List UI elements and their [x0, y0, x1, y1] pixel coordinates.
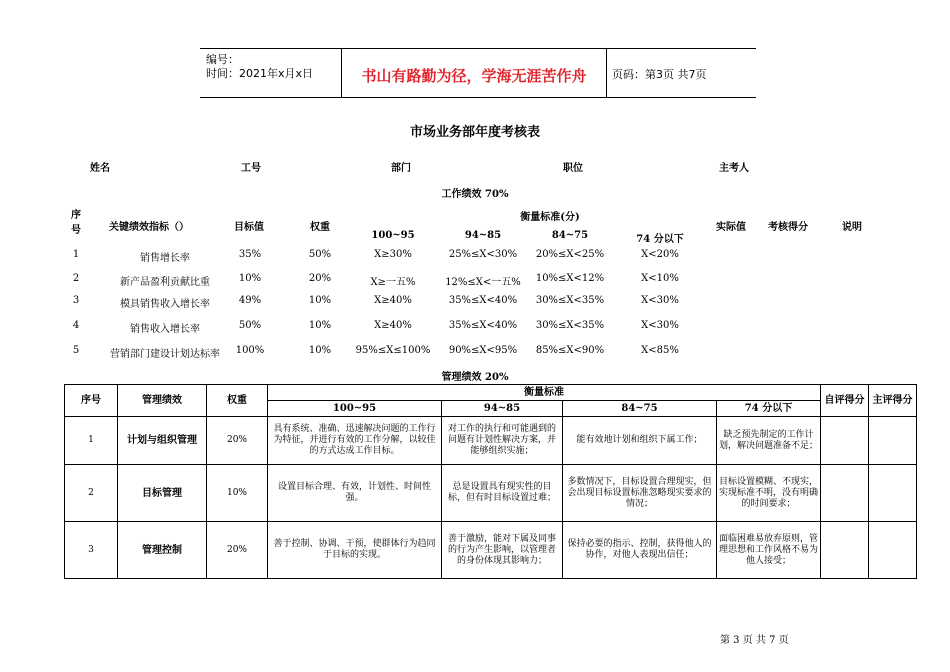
- mgmt-table: [64, 384, 917, 579]
- work-row-kpi: 销售增长率: [140, 253, 190, 264]
- page-title: 市场业务部年度考核表: [409, 125, 540, 140]
- work-row-weight: 50%: [308, 249, 332, 260]
- work-row-target: 35%: [238, 249, 262, 260]
- mgmt-row-boss-score[interactable]: [869, 465, 917, 522]
- work-row-kpi: 销售收入增长率: [130, 324, 200, 335]
- work-col-score: 考核得分: [768, 222, 808, 233]
- page-header: [200, 48, 756, 98]
- table-row: [65, 522, 917, 579]
- table-row: [65, 417, 917, 465]
- mgmt-col-seq: 序号: [65, 385, 118, 417]
- mgmt-row-grade-4: 缺乏预先制定的工作计划，解决问题准备不足；: [717, 417, 821, 465]
- work-section-title: 工作绩效 70%: [441, 189, 509, 200]
- mgmt-row-self-score[interactable]: [821, 417, 869, 465]
- header-divider: [341, 49, 342, 97]
- work-col-target: 目标值: [234, 222, 264, 233]
- work-row-grade-3: 30%≤X<35%: [535, 295, 605, 306]
- work-grade-1: 100~95: [371, 230, 415, 241]
- mgmt-row-weight: 20%: [207, 417, 268, 465]
- mgmt-col-boss: 主评得分: [869, 385, 917, 417]
- mgmt-row-grade-1: 具有系统、准确、迅速解决问题的工作行为特征，并进行有效的工作分解，以较佳的方式达成工作目标。: [268, 417, 442, 465]
- work-row-kpi: 营销部门建设计划达标率: [110, 349, 220, 360]
- work-row-grade-4: X<20%: [641, 249, 679, 260]
- doc-time-label: 时间：2021年x月x日: [206, 67, 314, 80]
- work-row-no: 2: [72, 273, 80, 284]
- work-row-grade-1: X≥40%: [374, 295, 412, 306]
- work-col-seq: 序号: [71, 210, 81, 236]
- mgmt-row-grade-3: 多数情况下，目标设置合理现实，但会出现目标设置标准忽略现实要求的情况；: [563, 465, 717, 522]
- mgmt-grade-4: 74 分以下: [717, 401, 821, 417]
- mgmt-row-boss-score[interactable]: [869, 522, 917, 579]
- mgmt-grade-2: 94~85: [442, 401, 563, 417]
- label-position: 职位: [563, 163, 583, 174]
- mgmt-row-grade-1: 设置目标合理、有效，计划性、时间性强。: [268, 465, 442, 522]
- work-row-no: 5: [72, 345, 80, 356]
- mgmt-row-weight: 10%: [207, 465, 268, 522]
- work-row-grade-2: 25%≤X<30%: [448, 249, 518, 260]
- mgmt-row-no: 1: [65, 417, 118, 465]
- mgmt-row-grade-1: 善于控制、协调、干预，使群体行为趋同于目标的实现。: [268, 522, 442, 579]
- mgmt-col-weight: 权重: [207, 385, 268, 417]
- work-col-actual: 实际值: [716, 222, 746, 233]
- mgmt-col-item: 管理绩效: [118, 385, 207, 417]
- work-col-standard: 衡量标准(分): [520, 212, 580, 223]
- doc-number-label: 编号：: [206, 53, 239, 66]
- mgmt-row-grade-4: 面临困难易放弃原则，管理思想和工作风格不易为他人接受；: [717, 522, 821, 579]
- mgmt-row-self-score[interactable]: [821, 522, 869, 579]
- mgmt-row-grade-2: 总是设置具有现实性的目标，但有时目标设置过难；: [442, 465, 563, 522]
- mgmt-col-standard: 衡量标准: [268, 385, 821, 401]
- mgmt-row-grade-2: 对工作的执行和可能遇到的问题有计划性解决方案，并能够组织实施；: [442, 417, 563, 465]
- work-row-target: 50%: [238, 320, 262, 331]
- work-row-no: 1: [72, 249, 80, 260]
- work-row-kpi: 新产品盈利贡献比重: [120, 277, 210, 288]
- mgmt-row-boss-score[interactable]: [869, 417, 917, 465]
- work-row-grade-1: X≥30%: [374, 249, 412, 260]
- mgmt-grade-3: 84~75: [563, 401, 717, 417]
- mgmt-row-grade-4: 目标设置模糊、不现实，实现标准不明，没有明确的时间要求；: [717, 465, 821, 522]
- work-row-grade-3: 85%≤X<90%: [535, 345, 605, 356]
- work-row-grade-1: X≥一五%: [370, 277, 416, 288]
- work-row-grade-2: 35%≤X<40%: [448, 295, 518, 306]
- mgmt-col-self: 自评得分: [821, 385, 869, 417]
- header-motto: 书山有路勤为径，学海无涯苦作舟: [361, 67, 587, 85]
- work-row-weight: 10%: [308, 320, 332, 331]
- mgmt-row-item: 目标管理: [118, 465, 207, 522]
- label-employee-id: 工号: [241, 163, 261, 174]
- work-row-grade-4: X<85%: [641, 345, 679, 356]
- work-grade-3: 84~75: [551, 230, 589, 241]
- work-row-grade-4: X<10%: [641, 273, 679, 284]
- work-row-target: 49%: [238, 295, 262, 306]
- mgmt-row-item: 计划与组织管理: [118, 417, 207, 465]
- mgmt-row-no: 2: [65, 465, 118, 522]
- mgmt-row-no: 3: [65, 522, 118, 579]
- mgmt-row-weight: 20%: [207, 522, 268, 579]
- label-name: 姓名: [90, 163, 110, 174]
- work-row-no: 3: [72, 295, 80, 306]
- work-row-grade-2: 90%≤X<95%: [448, 345, 518, 356]
- header-divider: [606, 49, 607, 97]
- work-col-kpi: 关键绩效指标（）: [109, 222, 189, 233]
- work-col-weight: 权重: [310, 222, 330, 233]
- work-row-no: 4: [72, 320, 80, 331]
- work-row-grade-4: X<30%: [641, 320, 679, 331]
- work-col-note: 说明: [842, 222, 862, 233]
- work-row-target: 10%: [238, 273, 262, 284]
- work-row-weight: 10%: [308, 345, 332, 356]
- header-page-number: 页码：第3页 共7页: [612, 68, 707, 81]
- work-grade-4: 74 分以下: [636, 234, 684, 245]
- work-row-grade-2: 12%≤X<一五%: [445, 277, 521, 288]
- work-row-weight: 10%: [308, 295, 332, 306]
- mgmt-grade-1: 100~95: [268, 401, 442, 417]
- table-row: [65, 465, 917, 522]
- mgmt-row-grade-3: 保持必要的指示、控制，获得他人的协作，对他人表现出信任；: [563, 522, 717, 579]
- work-row-grade-3: 20%≤X<25%: [535, 249, 605, 260]
- work-row-grade-3: 10%≤X<12%: [535, 273, 605, 284]
- mgmt-row-grade-2: 善于激励，能对下属及同事的行为产生影响，以管理者的身份体现其影响力；: [442, 522, 563, 579]
- label-examiner: 主考人: [719, 163, 749, 174]
- mgmt-section-title: 管理绩效 20%: [441, 372, 509, 383]
- work-row-grade-1: X≥40%: [374, 320, 412, 331]
- work-row-kpi: 模具销售收入增长率: [120, 299, 210, 310]
- header-meta: [206, 53, 313, 81]
- mgmt-row-grade-3: 能有效地计划和组织下属工作；: [563, 417, 717, 465]
- work-row-target: 100%: [235, 345, 265, 356]
- label-department: 部门: [391, 163, 411, 174]
- work-grade-2: 94~85: [464, 230, 502, 241]
- work-row-grade-1: 95%≤X≤100%: [355, 345, 431, 356]
- work-row-grade-2: 35%≤X<40%: [448, 320, 518, 331]
- work-row-grade-4: X<30%: [641, 295, 679, 306]
- work-row-weight: 20%: [308, 273, 332, 284]
- mgmt-row-self-score[interactable]: [821, 465, 869, 522]
- mgmt-row-item: 管理控制: [118, 522, 207, 579]
- work-row-grade-3: 30%≤X<35%: [535, 320, 605, 331]
- page-footer: 第 3 页 共 7 页: [720, 635, 789, 646]
